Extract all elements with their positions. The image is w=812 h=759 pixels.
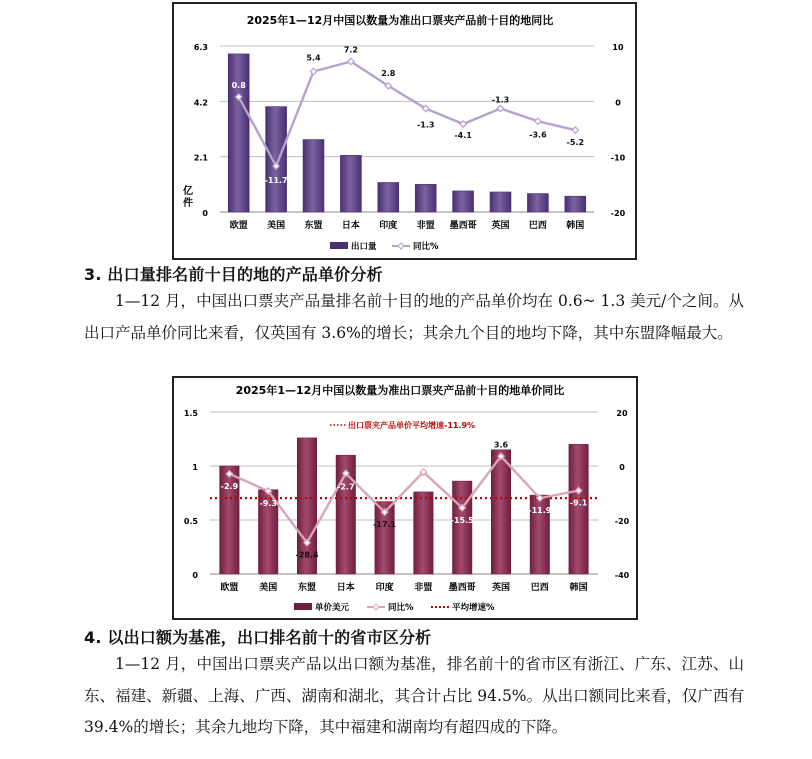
x-axis-tick-label: 非盟: [414, 583, 433, 593]
yoy-data-label: 3.6: [493, 440, 509, 450]
x-axis-tick-label: 欧盟: [220, 583, 239, 593]
y-axis-tick-label: 1.5: [183, 409, 198, 418]
legend-swatch-marker: [373, 604, 379, 610]
chart-2-container: [172, 376, 638, 620]
yoy-data-label: -15.5: [450, 515, 474, 525]
yoy-data-label: -9.3: [259, 499, 277, 509]
yoy-data-label: -3.6: [529, 130, 547, 140]
legend-swatch-bar: [330, 242, 348, 249]
y-axis-label-char: 件: [183, 198, 193, 209]
y2-axis-tick-label: -20: [610, 209, 626, 218]
x-axis-tick-label: 美国: [267, 221, 286, 231]
bar: [303, 140, 324, 212]
yoy-data-label: 0.8: [231, 80, 246, 90]
section-3-heading: 3. 出口量排名前十目的地的产品单价分析: [84, 265, 383, 284]
yoy-data-label: 7.2: [343, 45, 358, 55]
y-axis-label-char: 亿: [183, 186, 193, 197]
yoy-data-label: -2.9: [220, 481, 239, 491]
section-4-heading: 4. 以出口额为基准，出口排名前十的省市区分析: [84, 628, 432, 647]
legend-label: 同比%: [388, 603, 414, 613]
yoy-data-label: -5.2: [566, 138, 585, 148]
yoy-data-label: 2.8: [381, 68, 396, 78]
legend-label: 同比%: [413, 242, 439, 252]
yoy-data-label: 5.4: [306, 53, 321, 63]
yoy-data-label: -1.3: [491, 95, 510, 105]
x-axis-tick-label: 英国: [491, 221, 510, 231]
y2-axis-tick-label: -20: [614, 517, 630, 526]
x-axis-tick-label: 英国: [491, 583, 511, 593]
x-axis-tick-label: 印度: [379, 221, 398, 231]
bar: [266, 107, 287, 212]
yoy-point: [572, 127, 578, 133]
y-axis-tick-label: 0: [192, 571, 198, 580]
y2-axis-tick-label: 0: [615, 98, 621, 108]
yoy-point: [535, 118, 541, 124]
bar: [569, 444, 588, 574]
legend-swatch-bar: [294, 603, 312, 610]
x-axis-tick-label: 日本: [341, 221, 360, 231]
chart-annotation: 出口票夹产品单价平均增速-11.9%: [348, 421, 476, 430]
x-axis-tick-label: 印度: [375, 583, 394, 593]
x-axis-tick-label: 韩国: [566, 221, 585, 231]
x-axis-tick-label: 巴西: [530, 583, 549, 593]
section-4-paragraph: 1—12 月，中国出口票夹产品以出口额为基准，排名前十的省市区有浙江、广东、江苏、山东、福建、新疆、上海、广西、湖南和湖北，其合计占比 94.5%。从出口额同比来看，仅广西有 39.4%的增长；其余九地均下降，其中福建和湖南均有超四成的下降。: [84, 655, 744, 736]
bar: [415, 184, 436, 212]
x-axis-tick-label: 欧盟: [229, 221, 248, 231]
x-axis-tick-label: 东盟: [297, 583, 317, 593]
bar: [453, 191, 474, 212]
x-axis-tick-label: 非盟: [416, 221, 435, 231]
yoy-data-label: -2.2: [414, 480, 433, 490]
y-axis-tick-label: 0: [202, 209, 208, 218]
yoy-data-label: -1.3: [416, 120, 435, 130]
yoy-point: [310, 68, 316, 74]
chart-1-svg: [174, 4, 635, 258]
bar: [450, 481, 474, 574]
bar: [490, 192, 511, 212]
yoy-data-label: -28.4: [295, 550, 319, 560]
section-3-paragraph: 1—12 月，中国出口票夹产品量排名前十目的地的产品单价均在 0.6~ 1.3 美元/个之间。从出口产品单价同比来看，仅英国有 3.6%的增长；其余九个目的地均下降，其中东盟降幅最大。: [84, 292, 744, 342]
legend-label: 出口量: [351, 242, 377, 252]
x-axis-tick-label: 韩国: [569, 583, 588, 593]
yoy-data-label: -2.7: [337, 482, 355, 492]
x-axis-tick-label: 巴西: [528, 221, 547, 231]
yoy-data-label: -11.7: [264, 176, 288, 186]
chart-1-container: [172, 2, 637, 260]
bar: [565, 196, 586, 212]
x-axis-tick-label: 美国: [259, 583, 278, 593]
bar: [228, 54, 249, 212]
yoy-data-label: -11.9: [528, 506, 552, 516]
bar: [527, 194, 548, 212]
chart-title: 2025年1—12月中国以数量为准出口票夹产品前十目的地同比: [246, 14, 554, 27]
yoy-point: [460, 121, 466, 127]
x-axis-tick-label: 东盟: [304, 221, 323, 231]
chart-2-svg: [174, 378, 636, 618]
y2-axis-tick-label: 0: [619, 463, 625, 472]
chart-title: 2025年1—12月中国以数量为准出口票夹产品前十目的地单价同比: [235, 384, 565, 397]
bar: [378, 182, 399, 212]
yoy-line: [239, 61, 576, 166]
y-axis-tick-label: 2.1: [193, 153, 208, 163]
yoy-data-label: -9.1: [569, 498, 588, 508]
bar: [414, 492, 433, 574]
yoy-data-label: -17.1: [373, 520, 397, 530]
y2-axis-tick-label: -40: [614, 571, 630, 580]
y-axis-tick-label: 0.5: [183, 517, 198, 526]
y2-axis-tick-label: 20: [616, 409, 628, 418]
yoy-point: [497, 105, 503, 111]
y-axis-tick-label: 1: [192, 463, 198, 472]
yoy-data-label: -4.1: [454, 131, 472, 141]
y2-axis-tick-label: -10: [610, 153, 626, 163]
yoy-line: [229, 456, 578, 542]
y-axis-tick-label: 4.2: [193, 98, 208, 108]
y2-axis-tick-label: 10: [612, 43, 624, 52]
x-axis-tick-label: 日本: [336, 583, 355, 593]
legend-label: 平均增速%: [452, 603, 495, 613]
x-axis-tick-label: 墨西哥: [449, 221, 477, 231]
y-axis-tick-label: 6.3: [193, 43, 208, 52]
legend-label: 单价美元: [315, 603, 350, 613]
legend-swatch-marker: [398, 243, 404, 249]
x-axis-tick-label: 墨西哥: [448, 583, 476, 593]
bar: [340, 155, 361, 212]
bar: [491, 450, 510, 574]
